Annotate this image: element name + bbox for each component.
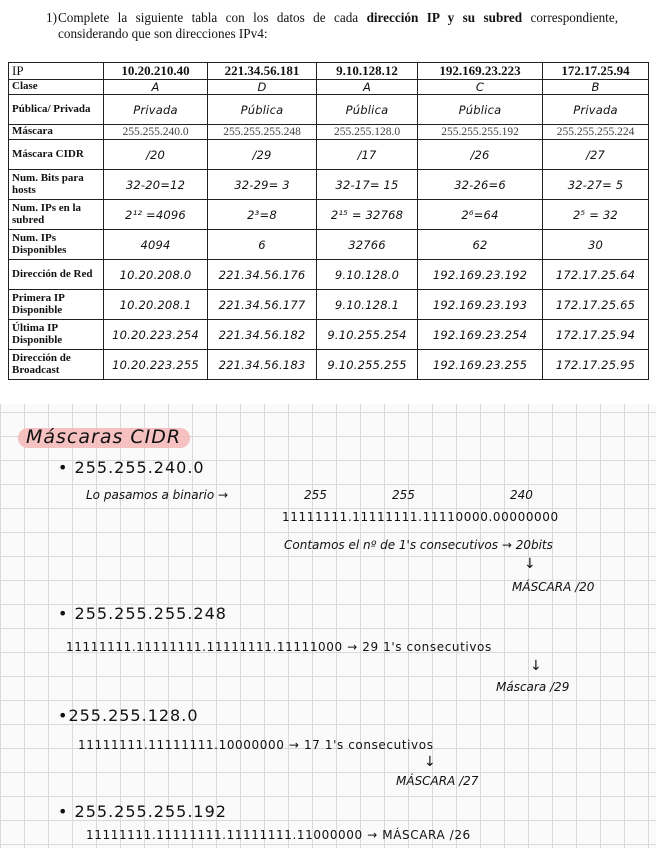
binary-mask-3: 11111111.11111111.10000000 → 17 1's consecutivos (78, 738, 434, 752)
table-cell: 172.17.25.95 (543, 350, 649, 380)
handwritten-notes (0, 404, 656, 848)
table-row (9, 290, 649, 320)
table-cell: 2⁶=64 (418, 200, 543, 230)
ip-header: 10.20.210.40 (104, 63, 208, 80)
table-cell: 255.255.255.192 (418, 125, 543, 140)
bullet-mask-2: • 255.255.255.248 (58, 604, 227, 623)
table-cell: /27 (543, 140, 649, 170)
table-cell: 4094 (104, 230, 208, 260)
table-cell: 10.20.223.254 (104, 320, 208, 350)
table-cell: 221.34.56.177 (208, 290, 317, 320)
table-cell: 255.255.255.224 (543, 125, 649, 140)
table-cell: C (418, 80, 543, 95)
table-cell: 192.169.23.193 (418, 290, 543, 320)
binary-mask-1: 11111111.11111111.11110000.00000000 (282, 510, 559, 524)
table-row (9, 170, 649, 200)
table-cell: 62 (418, 230, 543, 260)
table-cell: 30 (543, 230, 649, 260)
table-cell: 2¹² =4096 (104, 200, 208, 230)
table-row (9, 350, 649, 380)
table-cell: 32-20=12 (104, 170, 208, 200)
table-cell: Pública (317, 95, 418, 125)
arrow-down-icon: ↓ (530, 658, 542, 674)
table-cell: Privada (104, 95, 208, 125)
octet-2: 255 (392, 488, 415, 502)
binary-intro: Lo pasamos a binario → (86, 488, 229, 502)
ip-header: 221.34.56.181 (208, 63, 317, 80)
table-cell: 9.10.255.255 (317, 350, 418, 380)
table-cell: Pública (418, 95, 543, 125)
prompt-text-pre: Complete la siguiente tabla con los datos de cada (58, 10, 367, 25)
octet-3: 240 (510, 488, 533, 502)
exercise-prompt (46, 10, 618, 42)
row-label: Dirección de Broadcast (9, 350, 104, 380)
ip-header: 9.10.128.12 (317, 63, 418, 80)
header-label: IP (9, 63, 104, 80)
table-cell: 221.34.56.183 (208, 350, 317, 380)
row-label: Pública/ Privada (9, 95, 104, 125)
table-cell: 221.34.56.182 (208, 320, 317, 350)
table-cell: Privada (543, 95, 649, 125)
bullet-mask-1: • 255.255.240.0 (58, 458, 205, 477)
table-cell: 6 (208, 230, 317, 260)
result-mask-3: MÁSCARA /27 (396, 774, 479, 788)
table-cell: /17 (317, 140, 418, 170)
binary-mask-2: 11111111.11111111.11111111.11111000 → 29 1's consecutivos (66, 640, 492, 654)
table-cell: 9.10.128.1 (317, 290, 418, 320)
table-cell: 32-17= 15 (317, 170, 418, 200)
table-cell: 2⁵ = 32 (543, 200, 649, 230)
table-row (9, 230, 649, 260)
table-cell: A (317, 80, 418, 95)
table-cell: 192.169.23.254 (418, 320, 543, 350)
row-label: Num. IPs Disponibles (9, 230, 104, 260)
table-row (9, 80, 649, 95)
ip-table (8, 62, 649, 380)
binary-mask-4: 11111111.11111111.11111111.11000000 → MÁSCARA /26 (86, 828, 471, 842)
notes-title: Máscaras CIDR (26, 426, 182, 448)
table-cell: 32-29= 3 (208, 170, 317, 200)
exercise-number: 1) (46, 10, 57, 25)
table-cell: /20 (104, 140, 208, 170)
table-cell: 10.20.208.0 (104, 260, 208, 290)
arrow-down-icon: ↓ (524, 556, 536, 572)
table-header-row (9, 63, 649, 80)
table-row (9, 95, 649, 125)
table-cell: 255.255.240.0 (104, 125, 208, 140)
table-cell: 172.17.25.64 (543, 260, 649, 290)
table-cell: 192.169.23.255 (418, 350, 543, 380)
table-cell: 255.255.128.0 (317, 125, 418, 140)
prompt-text-post: correspondiente, considerando que son direcciones IPv4: (58, 10, 618, 41)
table-cell: 172.17.25.65 (543, 290, 649, 320)
table-cell: 192.169.23.192 (418, 260, 543, 290)
table-cell: 2³=8 (208, 200, 317, 230)
prompt-text-bold: dirección IP y su subred (366, 10, 523, 25)
row-label: Máscara (9, 125, 104, 140)
table-cell: /26 (418, 140, 543, 170)
result-mask-2: Máscara /29 (496, 680, 570, 694)
table-row (9, 125, 649, 140)
row-label: Num. Bits para hosts (9, 170, 104, 200)
ip-header: 172.17.25.94 (543, 63, 649, 80)
result-mask-1: MÁSCARA /20 (512, 580, 595, 594)
table-cell: Pública (208, 95, 317, 125)
ip-header: 192.169.23.223 (418, 63, 543, 80)
row-label: Clase (9, 80, 104, 95)
table-row (9, 200, 649, 230)
table-cell: 32-26=6 (418, 170, 543, 200)
arrow-down-icon: ↓ (424, 754, 436, 770)
octet-1: 255 (304, 488, 327, 502)
bullet-mask-4: • 255.255.255.192 (58, 802, 227, 821)
row-label: Dirección de Red (9, 260, 104, 290)
table-cell: 32-27= 5 (543, 170, 649, 200)
table-row (9, 260, 649, 290)
table-cell: 255.255.255.248 (208, 125, 317, 140)
table-cell: 172.17.25.94 (543, 320, 649, 350)
bullet-mask-3: •255.255.128.0 (58, 706, 199, 725)
row-label: Máscara CIDR (9, 140, 104, 170)
table-cell: D (208, 80, 317, 95)
table-cell: 221.34.56.176 (208, 260, 317, 290)
row-label: Primera IP Disponible (9, 290, 104, 320)
table-cell: 10.20.223.255 (104, 350, 208, 380)
row-label: Num. IPs en la subred (9, 200, 104, 230)
table-row (9, 140, 649, 170)
table-row (9, 320, 649, 350)
count-ones-1: Contamos el nº de 1's consecutivos → 20bits (284, 538, 553, 552)
table-cell: A (104, 80, 208, 95)
table-cell: /29 (208, 140, 317, 170)
table-cell: 9.10.255.254 (317, 320, 418, 350)
row-label: Última IP Disponible (9, 320, 104, 350)
table-cell: 9.10.128.0 (317, 260, 418, 290)
table-cell: 10.20.208.1 (104, 290, 208, 320)
table-cell: B (543, 80, 649, 95)
table-cell: 32766 (317, 230, 418, 260)
table-cell: 2¹⁵ = 32768 (317, 200, 418, 230)
